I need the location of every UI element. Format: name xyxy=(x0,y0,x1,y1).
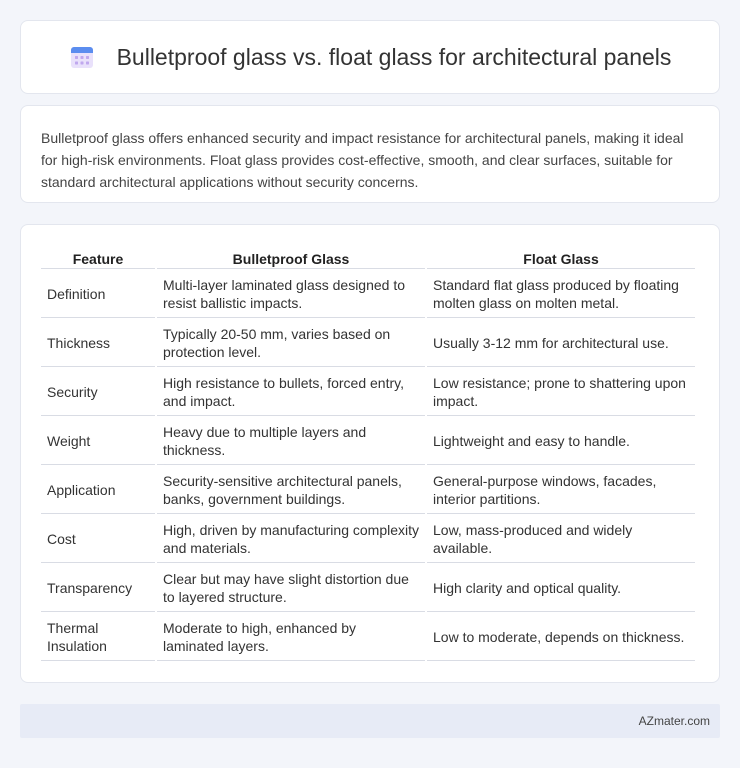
footer-bar xyxy=(20,704,720,738)
table-row xyxy=(41,516,695,563)
table-row xyxy=(41,614,695,661)
bulletproof-cell: High, driven by manufacturing complexity and materials. xyxy=(157,516,425,563)
bulletproof-cell: Multi-layer laminated glass designed to resist ballistic impacts. xyxy=(157,271,425,318)
bulletproof-cell: Moderate to high, enhanced by laminated layers. xyxy=(157,614,425,661)
float-cell: Lightweight and easy to handle. xyxy=(427,418,695,465)
float-cell: Low resistance; prone to shattering upon impact. xyxy=(427,369,695,416)
float-cell: Low to moderate, depends on thickness. xyxy=(427,614,695,661)
table-row xyxy=(41,467,695,514)
column-header-feature: Feature xyxy=(41,249,155,269)
comparison-table xyxy=(39,247,697,663)
calendar-icon xyxy=(69,44,95,70)
table-row xyxy=(41,565,695,612)
float-cell: General-purpose windows, facades, interior partitions. xyxy=(427,467,695,514)
table-row xyxy=(41,271,695,318)
feature-cell: Security xyxy=(41,369,155,416)
title-card xyxy=(20,20,720,94)
feature-cell: Transparency xyxy=(41,565,155,612)
table-row xyxy=(41,320,695,367)
bulletproof-cell: Heavy due to multiple layers and thickness. xyxy=(157,418,425,465)
footer-brand: AZmater.com xyxy=(638,714,710,728)
intro-card xyxy=(20,105,720,203)
page-title: Bulletproof glass vs. float glass for architectural panels xyxy=(116,43,672,70)
feature-cell: Weight xyxy=(41,418,155,465)
feature-cell: Cost xyxy=(41,516,155,563)
feature-cell: Definition xyxy=(41,271,155,318)
comparison-card xyxy=(20,224,720,683)
feature-cell: Thickness xyxy=(41,320,155,367)
bulletproof-cell: Typically 20-50 mm, varies based on protection level. xyxy=(157,320,425,367)
bulletproof-cell: Security-sensitive architectural panels, banks, government buildings. xyxy=(157,467,425,514)
column-header-bulletproof: Bulletproof Glass xyxy=(157,249,425,269)
feature-cell: Thermal Insulation xyxy=(41,614,155,661)
bulletproof-cell: Clear but may have slight distortion due to layered structure. xyxy=(157,565,425,612)
table-row xyxy=(41,418,695,465)
column-header-float: Float Glass xyxy=(427,249,695,269)
bulletproof-cell: High resistance to bullets, forced entry, and impact. xyxy=(157,369,425,416)
feature-cell: Application xyxy=(41,467,155,514)
float-cell: Usually 3-12 mm for architectural use. xyxy=(427,320,695,367)
table-row xyxy=(41,369,695,416)
table-header-row xyxy=(41,249,695,269)
intro-text: Bulletproof glass offers enhanced security and impact resistance for architectural panels, making it ideal for high-risk environments. Float glass provides cost-effective, smooth, and clear surfaces, suitable for standard architectural applications without security concerns. xyxy=(41,130,684,190)
float-cell: High clarity and optical quality. xyxy=(427,565,695,612)
float-cell: Low, mass-produced and widely available. xyxy=(427,516,695,563)
float-cell: Standard flat glass produced by floating molten glass on molten metal. xyxy=(427,271,695,318)
